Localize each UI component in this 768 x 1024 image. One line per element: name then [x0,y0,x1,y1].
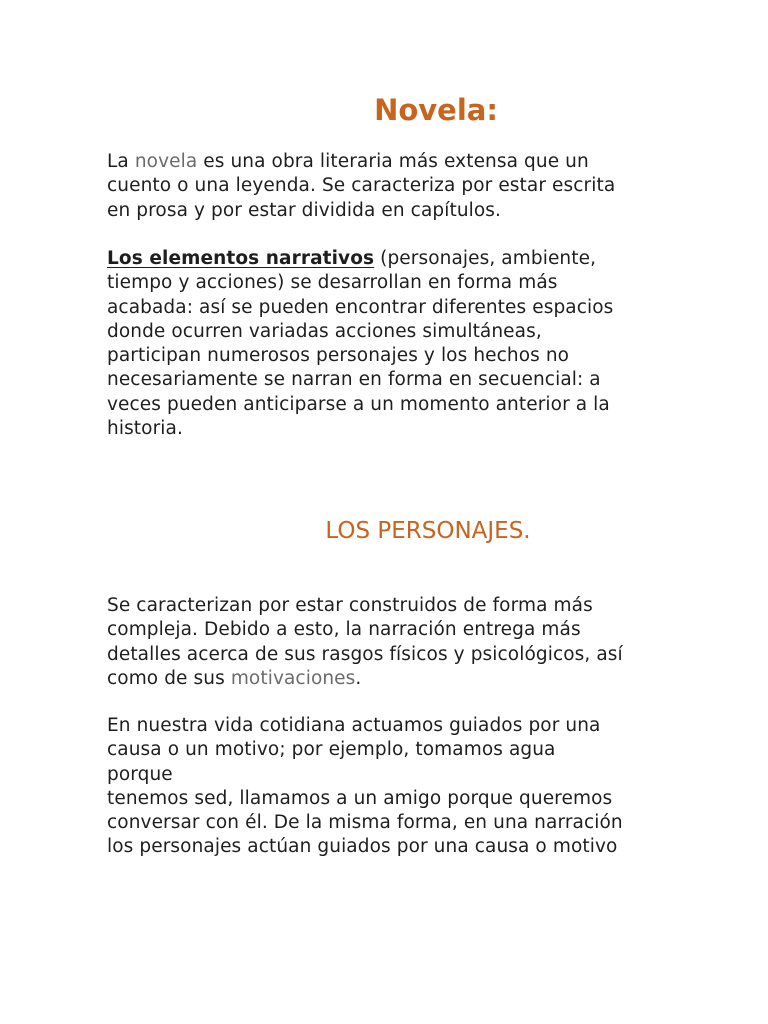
motives-line-2: causa o un motivo; por ejemplo, tomamos agua [107,739,556,761]
characters-line-2: compleja. Debido a esto, la narración entrega más [107,619,581,641]
motives-line-1: En nuestra vida cotidiana actuamos guiados por una [107,715,601,736]
motives-line-4: tenemos sed, llamamos a un amigo porque queremos [107,787,613,809]
intro-paragraph [107,150,677,223]
motives-line-5: conversar con él. De la misma forma, en una narración [107,812,623,834]
elements-term: Los elementos narrativos [107,248,375,269]
page-title: Novela: [374,93,498,127]
characters-line-1: Se caracterizan por estar construidos de forma más [107,595,593,616]
characters-line-4 [107,667,677,691]
motives-line-3: porque [107,763,173,785]
motivaciones-link[interactable]: motivaciones [230,667,356,689]
elements-paragraph [107,247,677,441]
elements-line-5: participan numerosos personajes y los hechos no [107,345,570,367]
intro-line-2: cuento o una leyenda. Se caracteriza por estar escrita [107,175,616,197]
elements-line-2: tiempo y acciones) se desarrollan en forma más [107,272,558,294]
intro-lead: La [107,151,135,172]
elements-first-tail: (personajes, ambiente, [374,248,597,269]
elements-line-7: veces pueden anticiparse a un momento anterior a la [107,393,610,415]
intro-line-1 [107,150,677,174]
elements-line-4: donde ocurren variadas acciones simultáneas, [107,320,542,342]
section-heading: LOS PERSONAJES. [325,518,531,544]
characters-last-lead: como de sus [107,667,231,689]
motives-paragraph [107,714,677,860]
novela-link[interactable]: novela [134,151,198,172]
intro-line-3: en prosa y por estar dividida en capítulos. [107,199,502,221]
characters-paragraph [107,594,677,691]
characters-last-tail: . [355,667,362,689]
elements-line-6: necesariamente se narran en forma en secuencial: a [107,369,601,391]
elements-line-8: historia. [107,418,183,440]
elements-line-1 [107,247,677,271]
motives-line-6: los personajes actúan guiados por una causa o motivo [107,836,618,858]
intro-first-tail: es una obra literaria más extensa que un [197,151,589,172]
characters-line-3: detalles acerca de sus rasgos físicos y psicológicos, así [107,643,623,665]
elements-line-3: acabada: así se pueden encontrar diferentes espacios [107,296,614,318]
